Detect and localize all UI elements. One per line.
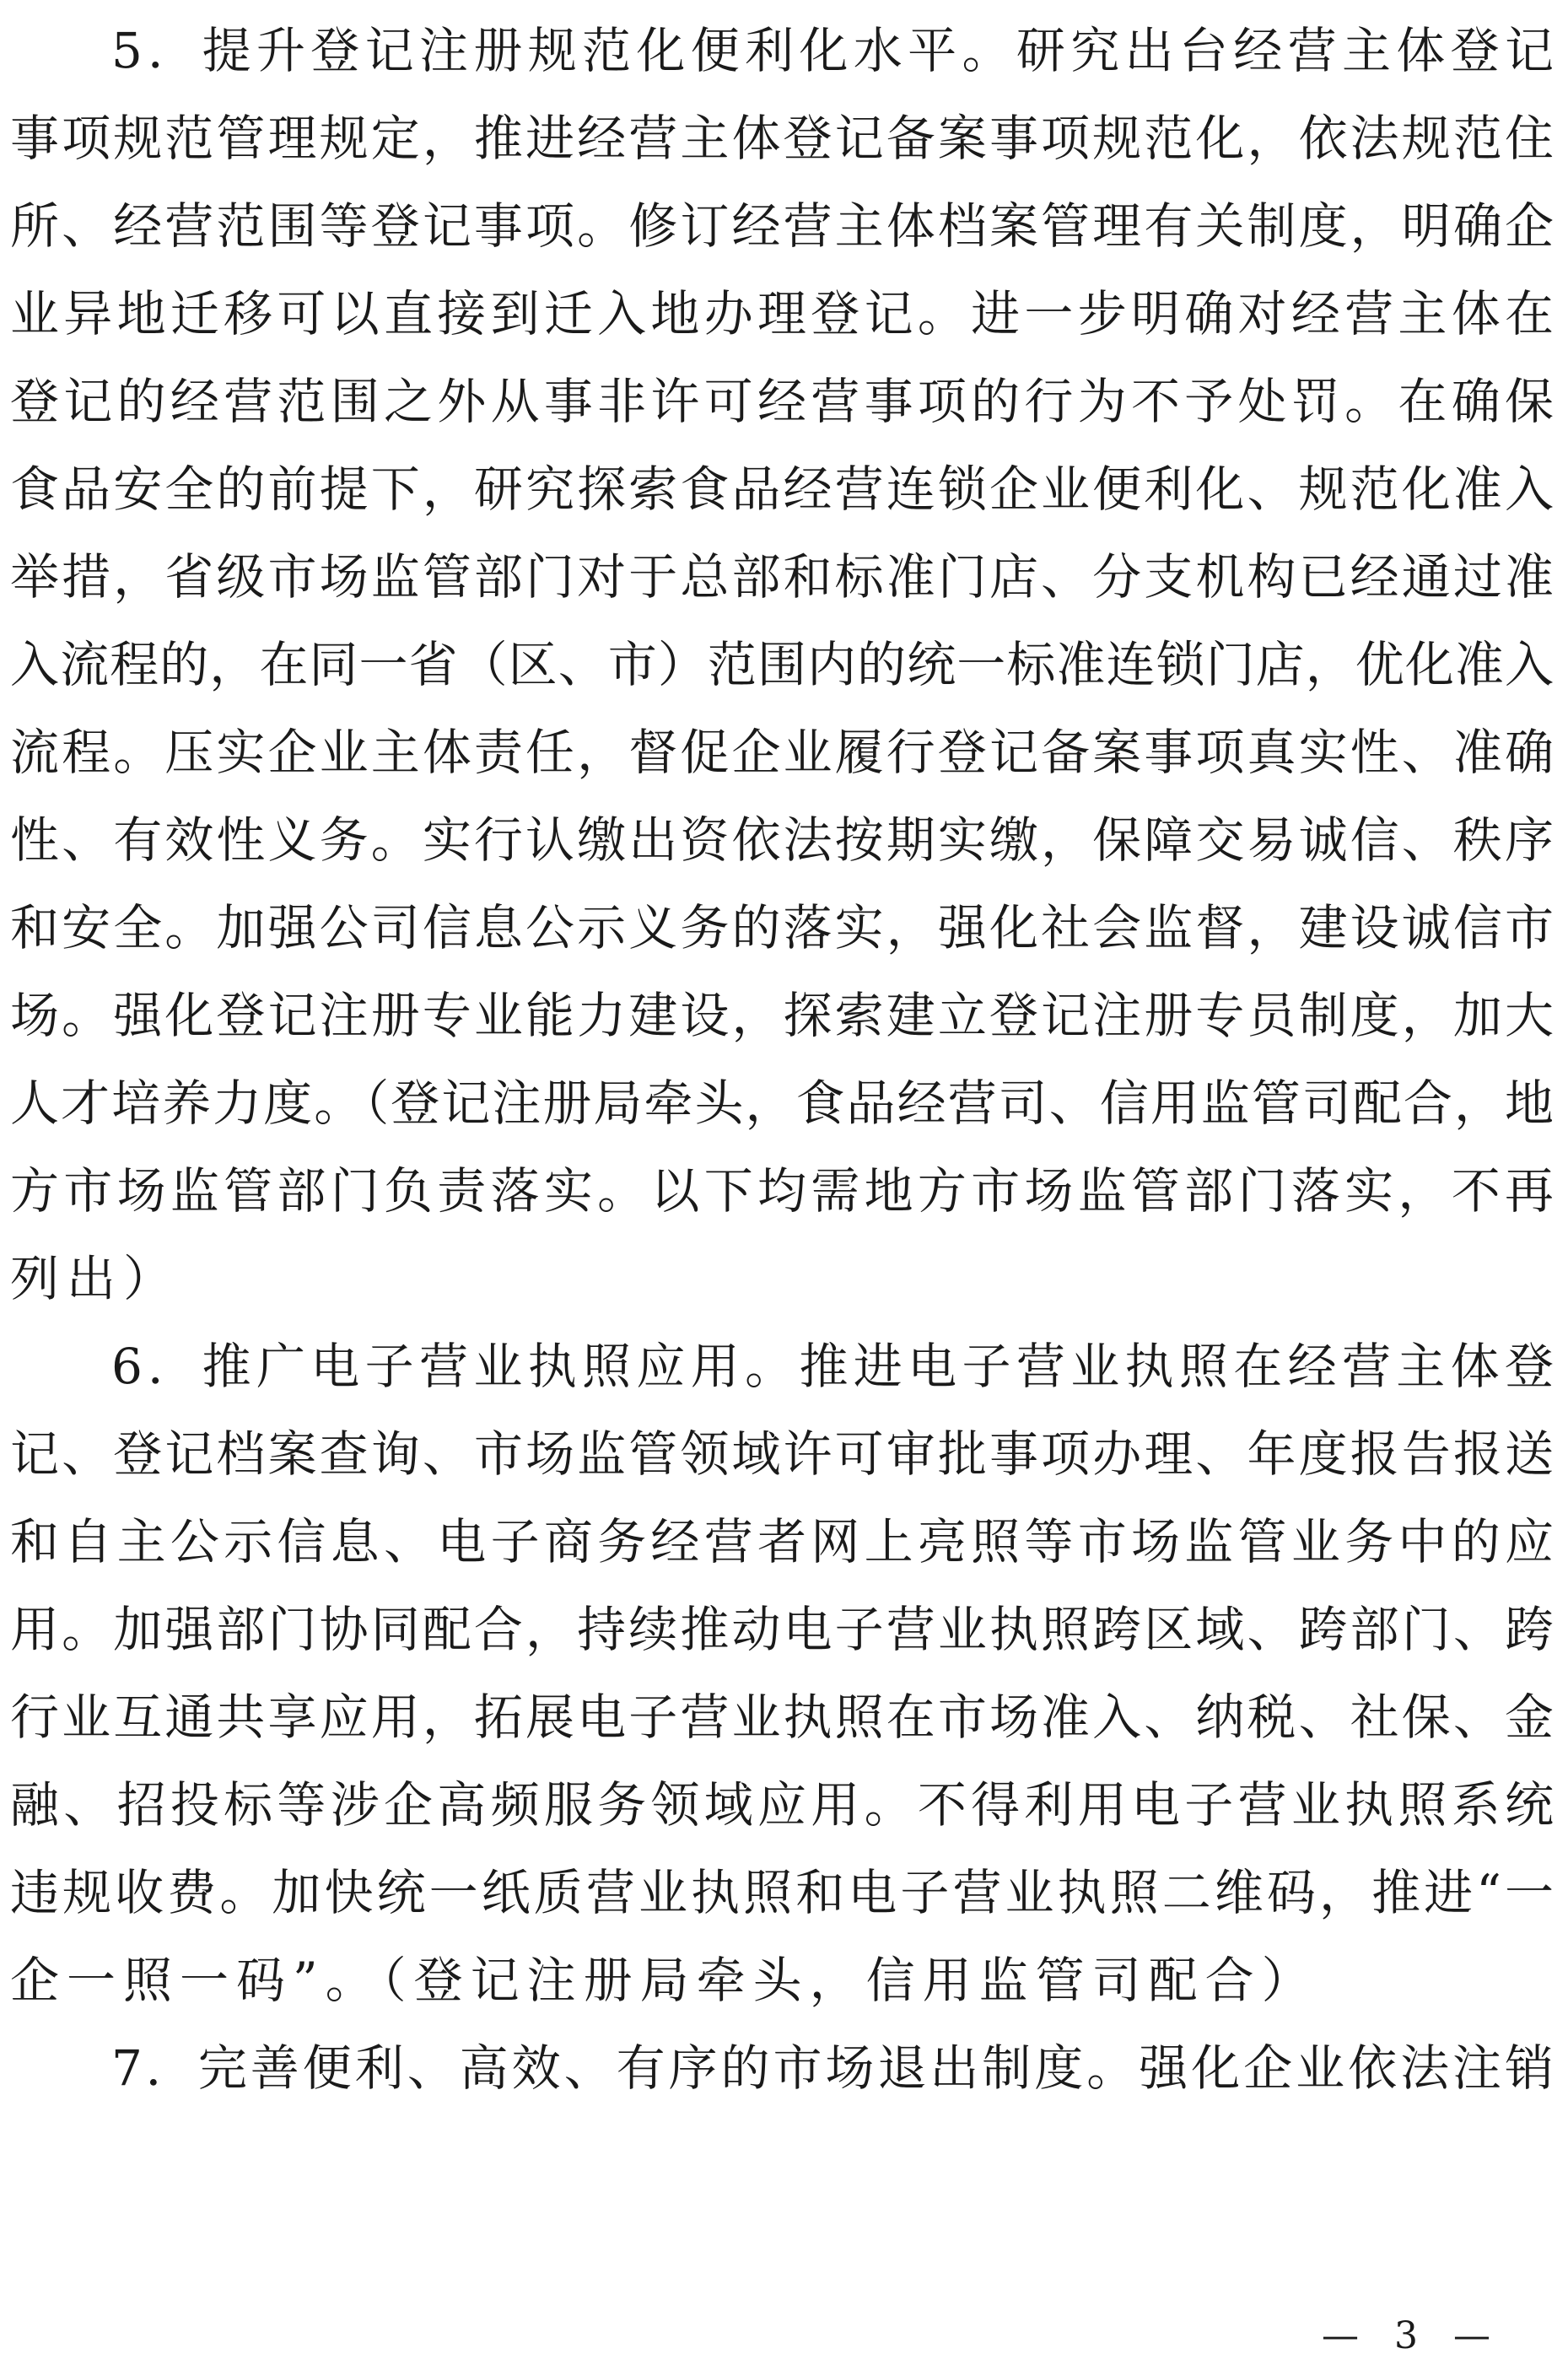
- paragraph-6-line-4: 用。加强部门协同配合，持续推动电子营业执照跨区域、跨部门、跨: [10, 1601, 1554, 1658]
- paragraph-5-line-3: 所、经营范围等登记事项。修订经营主体档案管理有关制度，明确企: [10, 197, 1554, 255]
- paragraph-5-line-4: 业异地迁移可以直接到迁入地办理登记。进一步明确对经营主体在: [10, 285, 1554, 342]
- paragraph-5-line-10: 性、有效性义务。实行认缴出资依法按期实缴，保障交易诚信、秩序: [10, 811, 1554, 869]
- paragraph-5-line-7: 举措，省级市场监管部门对于总部和标准门店、分支机构已经通过准: [10, 548, 1554, 606]
- paragraph-6-line-5: 行业互通共享应用，拓展电子营业执照在市场准入、纳税、社保、金: [10, 1689, 1554, 1746]
- paragraph-5-line-12: 场。强化登记注册专业能力建设，探索建立登记注册专员制度，加大: [10, 987, 1554, 1044]
- paragraph-5-line-9: 流程。压实企业主体责任，督促企业履行登记备案事项真实性、准确: [10, 724, 1554, 781]
- paragraph-5-line-5: 登记的经营范围之外从事非许可经营事项的行为不予处罚。在确保: [10, 373, 1554, 430]
- paragraph-5-line-1: 5．提升登记注册规范化便利化水平。研究出台经营主体登记: [111, 22, 1554, 79]
- paragraph-6-line-1: 6．推广电子营业执照应用。推进电子营业执照在经营主体登: [111, 1338, 1554, 1395]
- paragraph-6-line-2: 记、登记档案查询、市场监管领域许可审批事项办理、年度报告报送: [10, 1425, 1554, 1483]
- paragraph-5-line-2: 事项规范管理规定，推进经营主体登记备案事项规范化，依法规范住: [10, 110, 1554, 167]
- paragraph-5-line-14: 方市场监管部门负责落实。以下均需地方市场监管部门落实，不再: [10, 1162, 1554, 1220]
- page-number: — 3 —: [1322, 2314, 1502, 2357]
- paragraph-5-line-15: 列出）: [10, 1250, 181, 1307]
- paragraph-5-line-8: 入流程的，在同一省（区、市）范围内的统一标准连锁门店，优化准入: [10, 636, 1554, 693]
- paragraph-6-line-8: 企一照一码”。（登记注册局牵头，信用监管司配合）: [10, 1952, 1318, 2009]
- paragraph-6-line-6: 融、招投标等涉企高频服务领域应用。不得利用电子营业执照系统: [10, 1776, 1554, 1834]
- paragraph-5-line-13: 人才培养力度。（登记注册局牵头，食品经营司、信用监管司配合，地: [10, 1075, 1554, 1132]
- paragraph-7-line-1: 7．完善便利、高效、有序的市场退出制度。强化企业依法注销: [111, 2039, 1554, 2097]
- paragraph-5-line-11: 和安全。加强公司信息公示义务的落实，强化社会监督，建设诚信市: [10, 899, 1554, 956]
- paragraph-5-line-6: 食品安全的前提下，研究探索食品经营连锁企业便利化、规范化准入: [10, 461, 1554, 518]
- paragraph-6-line-7: 违规收费。加快统一纸质营业执照和电子营业执照二维码，推进“一: [10, 1864, 1554, 1921]
- paragraph-6-line-3: 和自主公示信息、电子商务经营者网上亮照等市场监管业务中的应: [10, 1513, 1554, 1570]
